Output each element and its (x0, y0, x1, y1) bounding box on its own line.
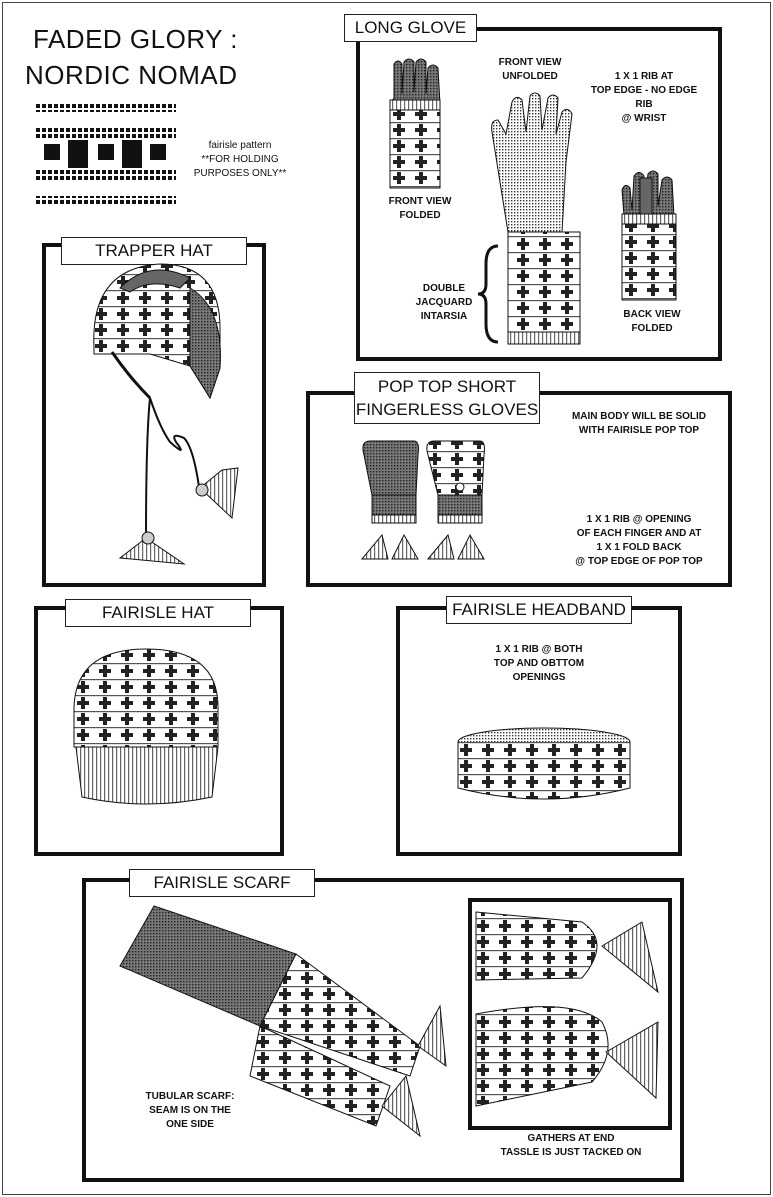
fairisle-hat-label: FAIRISLE HAT (65, 599, 251, 627)
front-unfolded-note: FRONT VIEW UNFOLDED (498, 57, 562, 82)
pattern-note: fairisle pattern **FOR HOLDING PURPOSES ONLY** (193, 140, 287, 179)
scarf-gathers-note: GATHERS AT END TASSLE IS JUST TACKED ON (500, 1133, 642, 1158)
fairisle-pattern-swatch (36, 104, 176, 214)
glove-back-folded-drawing (620, 170, 682, 302)
long-glove-label: LONG GLOVE (344, 14, 477, 42)
headband-drawing (455, 726, 635, 806)
trapper-hat-label: TRAPPER HAT (61, 237, 247, 265)
pop-top-gloves-drawing (358, 435, 498, 565)
scarf-label: FAIRISLE SCARF (129, 869, 315, 897)
front-folded-note: FRONT VIEW FOLDED (388, 196, 452, 221)
pop-top-rib-note: 1 X 1 RIB @ OPENING OF EACH FINGER AND AT 1 X 1 FOLD BACK @ TOP EDGE OF POP TOP (575, 514, 703, 567)
fairisle-hat-drawing (72, 647, 222, 807)
glove-front-folded-drawing (388, 58, 448, 188)
rib-note-long-glove: 1 X 1 RIB AT TOP EDGE - NO EDGE RIB @ WRIST (590, 71, 698, 124)
pop-top-main-body-note: MAIN BODY WILL BE SOLID WITH FAIRISLE POP TOP (571, 411, 707, 436)
page-title-line1: FADED GLORY : (33, 24, 238, 54)
headband-rib-note: 1 X 1 RIB @ BOTH TOP AND OBTTOM OPENINGS (493, 644, 585, 683)
trapper-hat-drawing (90, 258, 250, 578)
jacquard-note: DOUBLE JACQUARD INTARSIA (415, 283, 473, 322)
page-title-line2: NORDIC NOMAD (25, 60, 238, 90)
pop-top-label: POP TOP SHORT FINGERLESS GLOVES (354, 372, 540, 424)
scarf-tubular-note: TUBULAR SCARF: SEAM IS ON THE ONE SIDE (145, 1091, 235, 1130)
jacquard-brace (478, 244, 508, 344)
headband-label: FAIRISLE HEADBAND (446, 596, 632, 624)
back-folded-note: BACK VIEW FOLDED (623, 309, 681, 334)
scarf-end-detail-drawing (472, 902, 668, 1122)
